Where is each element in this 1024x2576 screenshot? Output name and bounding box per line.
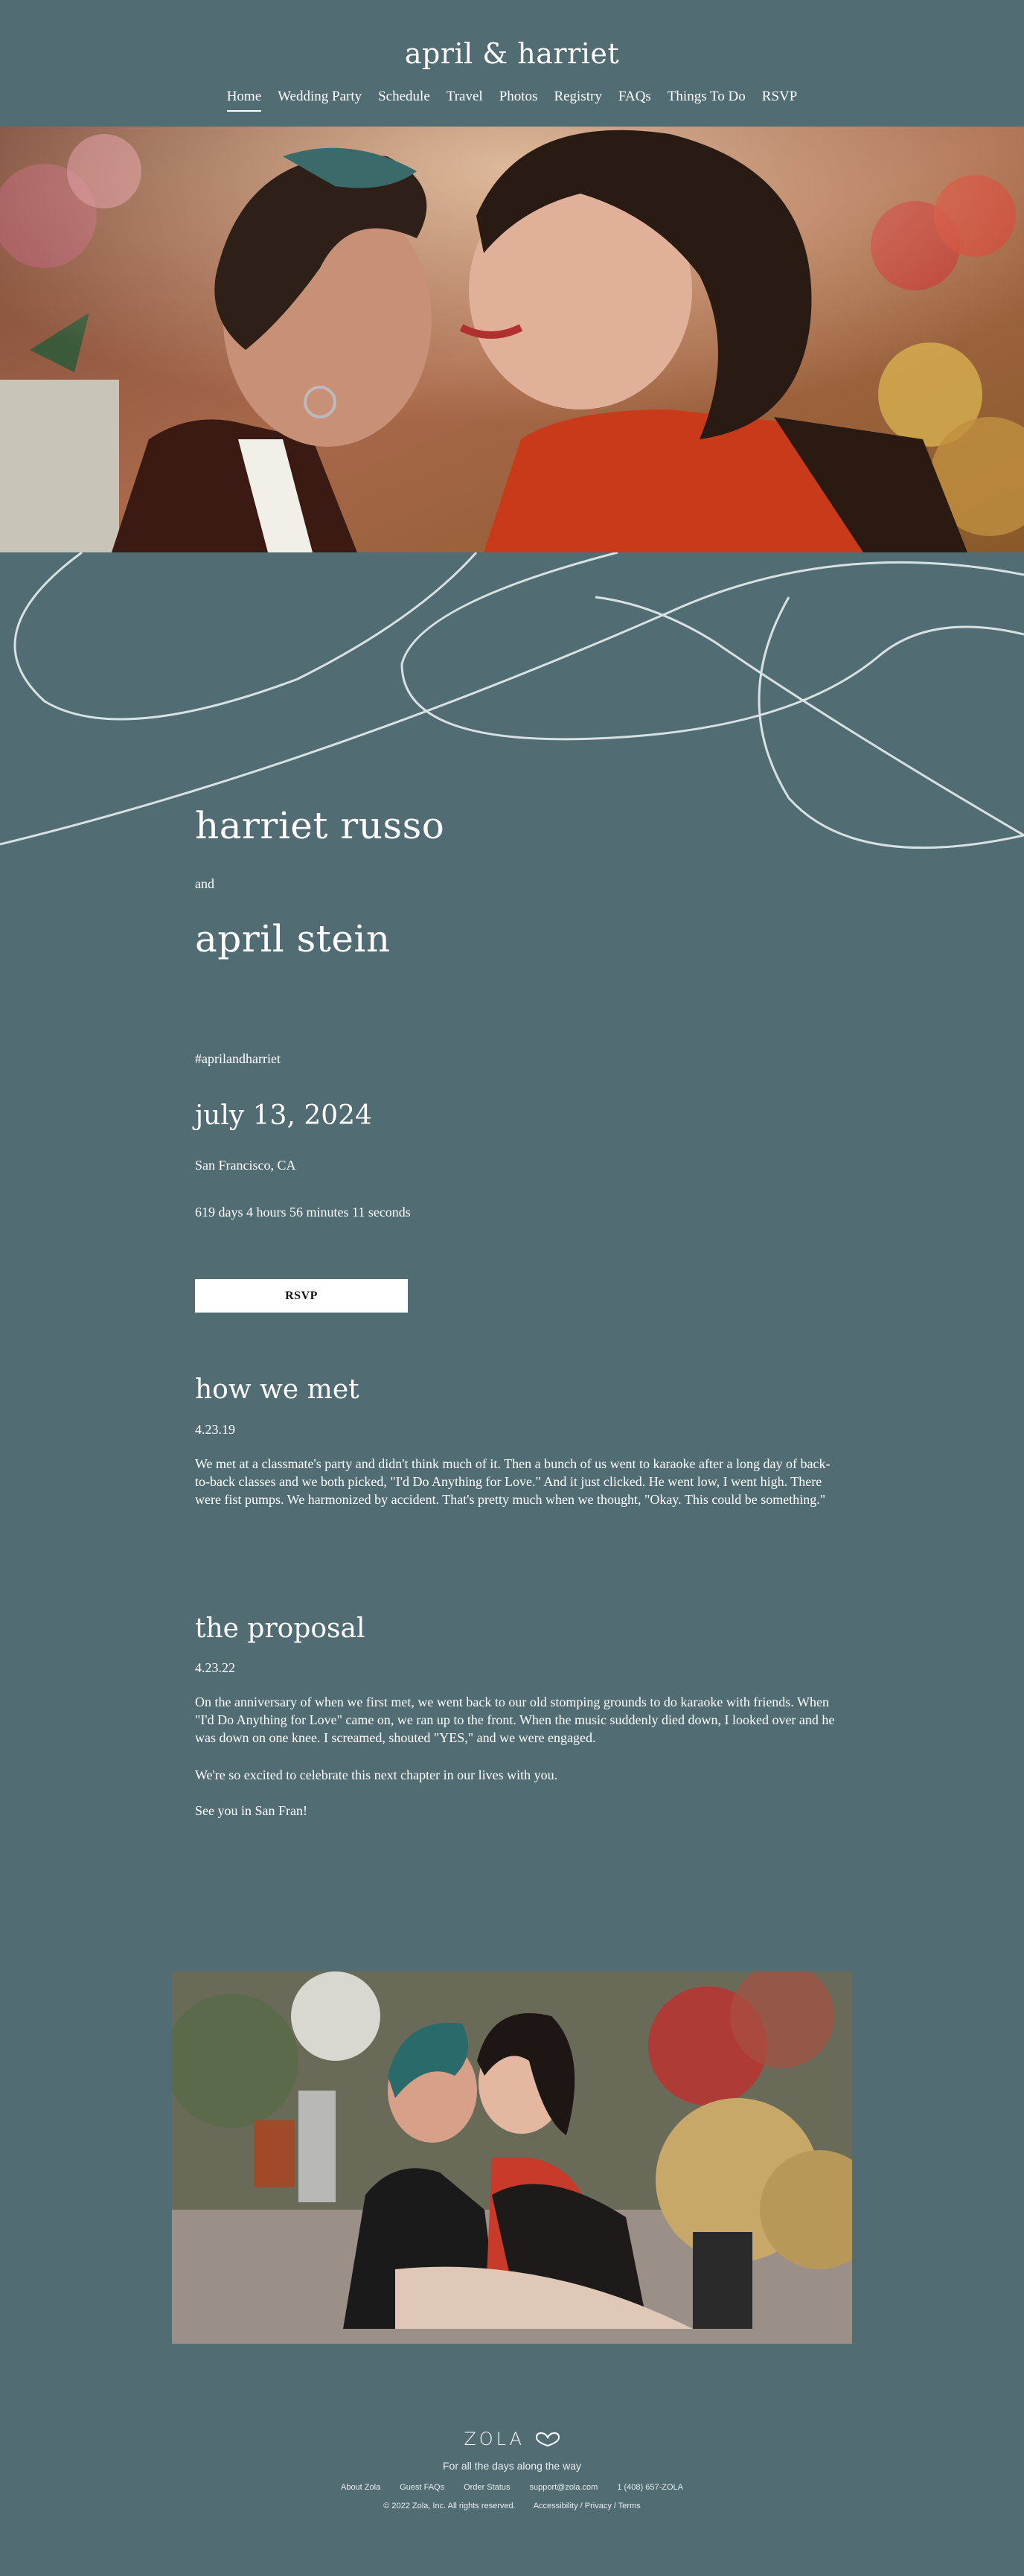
heart-icon <box>535 2431 560 2452</box>
proposal-title: the proposal <box>195 1613 365 1644</box>
rsvp-button[interactable]: RSVP <box>195 1279 408 1313</box>
footer-links <box>0 2483 1024 2492</box>
footer-link-order-status[interactable]: Order Status <box>464 2483 511 2492</box>
proposal-text: On the anniversary of when we first met, we went back to our old stomping grounds to do karaoke with friends. When "I'd Do Anything for Love" came on, we ran up to the front. When the music suddenly died down, I looked over and he was down on one knee. I screamed, shouted "YES," and we were engaged. <box>195 1695 835 1745</box>
proposal-date: 4.23.22 <box>195 1660 235 1675</box>
how-we-met-text: We met at a classmate's party and didn't think much of it. Then a bunch of us went to karaoke after a long day of back-to-back classes and we both picked, "I'd Do Anything for Love." And it just clicked. He went low, I went high. There were fist pumps. We harmonized by accident. That's pretty much when we thought, "Okay. This could be something." <box>195 1456 831 1507</box>
name-harriet: harriet russo <box>195 804 445 847</box>
nav-wedding-party[interactable]: Wedding Party <box>278 89 362 104</box>
footer-link-about[interactable]: About Zola <box>340 2483 381 2492</box>
nav-schedule[interactable]: Schedule <box>378 89 430 104</box>
and-text: and <box>195 876 214 891</box>
nav-travel[interactable]: Travel <box>446 89 483 104</box>
site-header <box>0 0 1024 127</box>
countdown: 619 days 4 hours 56 minutes 11 seconds <box>195 1205 411 1220</box>
nav-faqs[interactable]: FAQs <box>618 89 651 104</box>
wedding-location: San Francisco, CA <box>195 1158 296 1173</box>
how-we-met-date: 4.23.19 <box>195 1422 235 1437</box>
footer-link-guest-faqs[interactable]: Guest FAQs <box>400 2483 445 2492</box>
zola-logo[interactable] <box>0 2429 1024 2452</box>
hashtag: #aprilandharriet <box>195 1051 281 1066</box>
nav-home[interactable]: Home <box>219 86 269 107</box>
couple-photo <box>172 1971 852 2344</box>
nav-rsvp[interactable]: RSVP <box>761 89 798 104</box>
footer-copyright-row <box>0 2502 1024 2510</box>
footer-tagline: For all the days along the way <box>443 2460 581 2472</box>
copyright: © 2022 Zola, Inc. All rights reserved. <box>383 2502 516 2510</box>
site-title[interactable]: april & harriet <box>404 37 620 70</box>
nav-registry[interactable]: Registry <box>554 89 602 104</box>
nav-things-to-do[interactable]: Things To Do <box>667 89 746 104</box>
proposal-text-3: See you in San Fran! <box>195 1803 307 1818</box>
main-nav <box>0 86 1024 107</box>
footer-link-email[interactable]: support@zola.com <box>529 2483 598 2492</box>
couple-names <box>195 804 835 847</box>
how-we-met-title: how we met <box>195 1374 359 1405</box>
hero-photo <box>0 127 1024 552</box>
nav-photos[interactable]: Photos <box>499 89 538 104</box>
proposal-text-2: We're so excited to celebrate this next chapter in our lives with you. <box>195 1767 558 1782</box>
zola-logo-text: ZOLA <box>464 2429 525 2449</box>
wedding-date: july 13, 2024 <box>195 1100 372 1131</box>
footer-link-phone[interactable]: 1 (408) 657-ZOLA <box>617 2483 683 2492</box>
footer-legal-links[interactable]: Accessibility / Privacy / Terms <box>533 2502 641 2510</box>
name-april: april stein <box>195 917 391 960</box>
